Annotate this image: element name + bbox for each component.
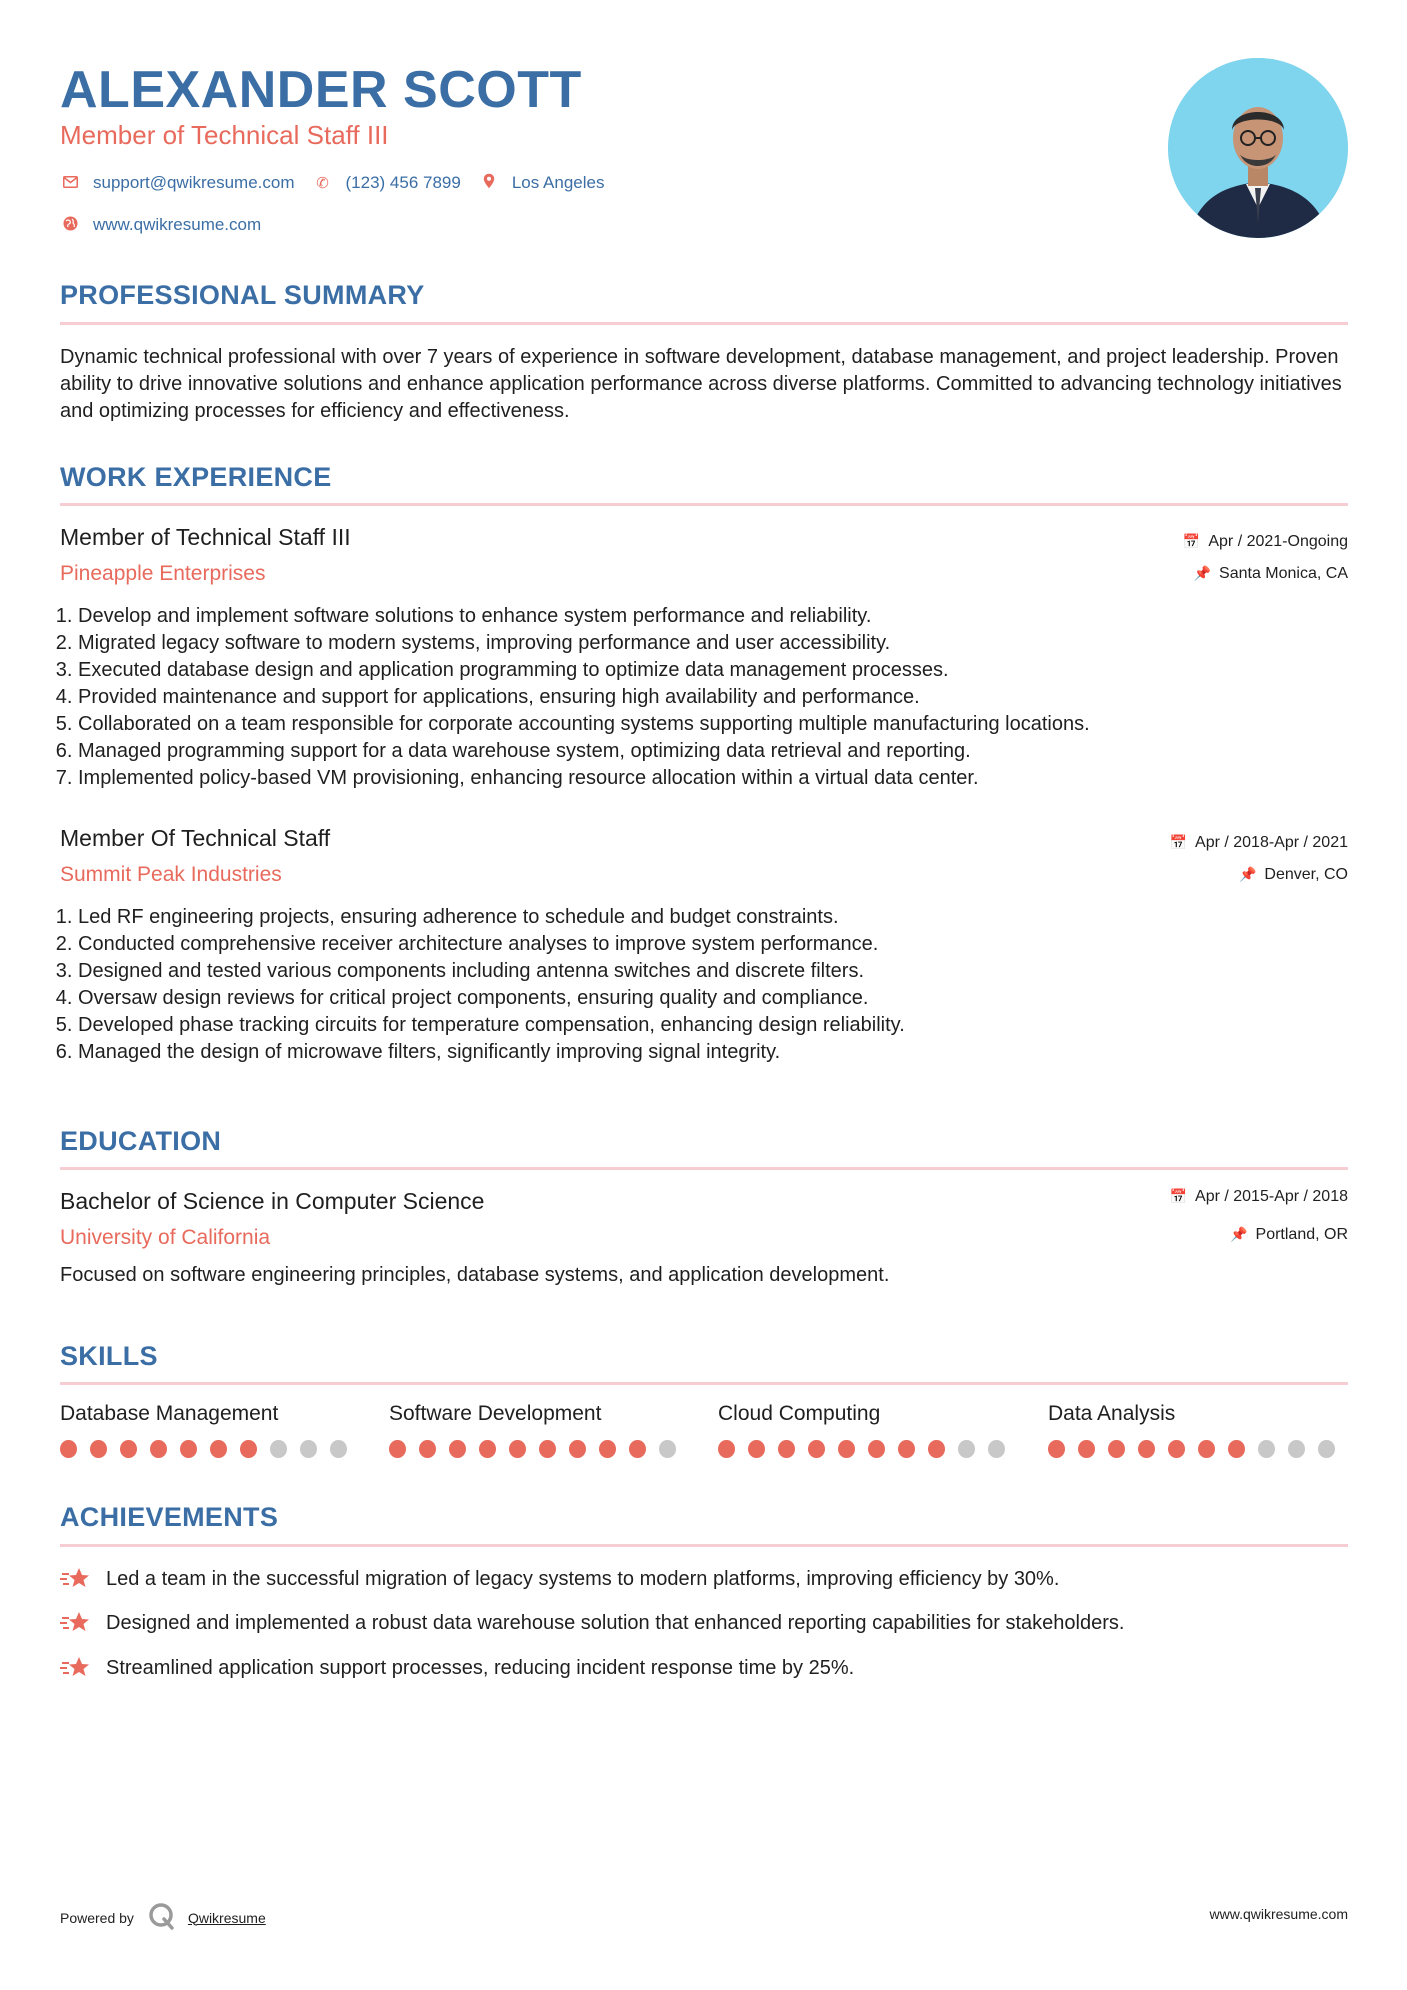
achievement-item <box>60 1610 1124 1636</box>
achievements-divider <box>60 1544 1348 1547</box>
rating-dot-filled <box>1078 1440 1095 1458</box>
achievement-text: Streamlined application support processes, reducing incident response time by 25%. <box>106 1656 855 1679</box>
rating-dot-filled <box>509 1440 526 1458</box>
education-location-text: Portland, OR <box>1255 1226 1348 1243</box>
skill-name: Cloud Computing <box>718 1402 881 1425</box>
contact-phone[interactable] <box>313 173 461 193</box>
contact-row-2 <box>60 215 279 235</box>
globe-icon <box>60 216 80 235</box>
pushpin-icon: 📌 <box>1230 1226 1248 1242</box>
achievement-text: Designed and implemented a robust data warehouse solution that enhanced reporting capabilities for stakeholders. <box>106 1611 1125 1634</box>
job-1-responsibilities <box>60 603 1348 792</box>
job-2-dates-text: Apr / 2018-Apr / 2021 <box>1195 834 1348 851</box>
location-text: Los Angeles <box>511 173 605 192</box>
rating-dot-empty <box>659 1440 676 1458</box>
rating-dot-empty <box>1318 1440 1335 1458</box>
rating-dot-filled <box>748 1440 765 1458</box>
footer-website[interactable]: www.qwikresume.com <box>1209 1906 1348 1922</box>
achievement-item <box>60 1655 854 1681</box>
experience-divider <box>60 503 1348 506</box>
rating-dot-filled <box>419 1440 436 1458</box>
rating-dot-filled <box>928 1440 945 1458</box>
job-1-location <box>1194 565 1348 583</box>
rating-dot-empty <box>1288 1440 1305 1458</box>
rating-dot-filled <box>599 1440 616 1458</box>
star-icon <box>60 1655 90 1681</box>
list-item: 5. Collaborated on a team responsible for corporate accounting systems supporting multiple manufacturing locations. <box>78 711 1348 738</box>
skill-rating <box>718 1440 1018 1458</box>
rating-dot-filled <box>1198 1440 1215 1458</box>
pushpin-icon: 📌 <box>1193 565 1212 581</box>
qwikresume-link[interactable]: Qwikresume <box>187 1909 266 1926</box>
rating-dot-filled <box>60 1440 77 1458</box>
summary-text: Dynamic technical professional with over 7 years of experience in software development, database management, and project leadership. Proven ability to drive innovative solutions and enhance application performance across diverse platforms. Committed to advancing technology initiatives and optimizing processes for efficiency and effectiveness. <box>60 346 1342 422</box>
rating-dot-empty <box>270 1440 287 1458</box>
rating-dot-empty <box>958 1440 975 1458</box>
phone-icon: ✆ <box>316 175 329 192</box>
list-item: 4. Provided maintenance and support for applications, ensuring high availability and performance. <box>78 684 1348 711</box>
calendar-icon: 📅 <box>1182 533 1201 549</box>
job-1-dates-text: Apr / 2021-Ongoing <box>1208 533 1348 550</box>
skill-rating <box>60 1440 360 1458</box>
achievement-item <box>60 1566 1059 1592</box>
candidate-name: ALEXANDER SCOTT <box>60 61 582 119</box>
website-text: www.qwikresume.com <box>93 215 262 234</box>
list-item: 1. Led RF engineering projects, ensuring adherence to schedule and budget constraints. <box>78 904 1348 931</box>
list-item: 7. Implemented policy-based VM provisioning, enhancing resource allocation within a virtual data center. <box>78 765 1348 792</box>
education-degree: Bachelor of Science in Computer Science <box>60 1188 485 1214</box>
rating-dot-filled <box>898 1440 915 1458</box>
rating-dot-filled <box>1228 1440 1245 1458</box>
achievements-heading: ACHIEVEMENTS <box>60 1502 279 1532</box>
skill-rating <box>389 1440 689 1458</box>
rating-dot-filled <box>539 1440 556 1458</box>
education-divider <box>60 1167 1348 1170</box>
rating-dot-empty <box>330 1440 347 1458</box>
list-item: 3. Executed database design and application programming to optimize data management processes. <box>78 657 1348 684</box>
calendar-icon: 📅 <box>1169 1188 1188 1204</box>
list-item: 2. Migrated legacy software to modern systems, improving performance and user accessibility. <box>78 630 1348 657</box>
rating-dot-filled <box>1168 1440 1185 1458</box>
skill-name: Software Development <box>389 1402 602 1425</box>
education-dates <box>1170 1188 1348 1206</box>
job-2-title: Member Of Technical Staff <box>60 825 331 851</box>
skills-divider <box>60 1382 1348 1385</box>
rating-dot-empty <box>300 1440 317 1458</box>
list-item: 3. Designed and tested various components including antenna switches and discrete filters. <box>78 958 1348 985</box>
skill-item <box>60 1402 360 1458</box>
list-item: 4. Oversaw design reviews for critical project components, ensuring quality and compliance. <box>78 985 1348 1012</box>
education-location <box>1230 1226 1348 1244</box>
job-2-responsibilities <box>60 904 1348 1066</box>
rating-dot-filled <box>718 1440 735 1458</box>
skill-item <box>718 1402 1018 1458</box>
skill-name: Database Management <box>60 1402 279 1425</box>
rating-dot-filled <box>210 1440 227 1458</box>
job-2-location-text: Denver, CO <box>1264 866 1348 883</box>
star-icon <box>60 1610 90 1636</box>
education-heading: EDUCATION <box>60 1126 222 1156</box>
skill-item <box>389 1402 689 1458</box>
candidate-title: Member of Technical Staff III <box>60 120 389 150</box>
star-icon <box>60 1566 90 1592</box>
job-2-location <box>1239 866 1348 884</box>
job-1-title: Member of Technical Staff III <box>60 524 351 550</box>
map-pin-icon <box>479 173 499 193</box>
email-text: support@qwikresume.com <box>93 173 295 192</box>
education-school: University of California <box>60 1226 271 1249</box>
rating-dot-empty <box>1258 1440 1275 1458</box>
job-1-location-text: Santa Monica, CA <box>1219 565 1348 582</box>
rating-dot-empty <box>988 1440 1005 1458</box>
pushpin-icon: 📌 <box>1238 866 1257 882</box>
rating-dot-filled <box>838 1440 855 1458</box>
skills-heading: SKILLS <box>60 1341 158 1371</box>
achievement-text: Led a team in the successful migration of legacy systems to modern platforms, improving efficiency by 30%. <box>106 1567 1060 1590</box>
qwikresume-logo-icon <box>148 1902 176 1933</box>
list-item: 6. Managed the design of microwave filters, significantly improving signal integrity. <box>78 1039 1348 1066</box>
job-2-dates <box>1170 834 1348 852</box>
list-item: 1. Develop and implement software solutions to enhance system performance and reliability. <box>78 603 1348 630</box>
powered-by-label: Powered by <box>60 1909 134 1926</box>
skill-name: Data Analysis <box>1048 1402 1176 1425</box>
rating-dot-filled <box>629 1440 646 1458</box>
phone-text: (123) 456 7899 <box>345 173 461 192</box>
rating-dot-filled <box>90 1440 107 1458</box>
profile-photo <box>1168 58 1348 238</box>
job-1-company: Pineapple Enterprises <box>60 562 266 585</box>
rating-dot-filled <box>449 1440 466 1458</box>
rating-dot-filled <box>479 1440 496 1458</box>
skill-rating <box>1048 1440 1348 1458</box>
job-1-dates <box>1183 533 1348 551</box>
list-item: 2. Conducted comprehensive receiver architecture analyses to improve system performance. <box>78 931 1348 958</box>
rating-dot-filled <box>1138 1440 1155 1458</box>
rating-dot-filled <box>778 1440 795 1458</box>
rating-dot-filled <box>120 1440 137 1458</box>
rating-dot-filled <box>1108 1440 1125 1458</box>
calendar-icon: 📅 <box>1169 834 1188 850</box>
list-item: 6. Managed programming support for a data warehouse system, optimizing data retrieval and reporting. <box>78 738 1348 765</box>
footer-powered-by <box>60 1902 266 1933</box>
rating-dot-filled <box>240 1440 257 1458</box>
envelope-icon <box>60 175 80 192</box>
rating-dot-filled <box>808 1440 825 1458</box>
education-dates-text: Apr / 2015-Apr / 2018 <box>1195 1188 1348 1205</box>
rating-dot-filled <box>569 1440 586 1458</box>
summary-divider <box>60 322 1348 325</box>
rating-dot-filled <box>180 1440 197 1458</box>
summary-heading: PROFESSIONAL SUMMARY <box>60 280 425 310</box>
education-description: Focused on software engineering principles, database systems, and application development. <box>60 1264 890 1286</box>
rating-dot-filled <box>150 1440 167 1458</box>
contact-website[interactable] <box>60 215 261 235</box>
experience-heading: WORK EXPERIENCE <box>60 462 332 492</box>
contact-row-1 <box>60 173 622 193</box>
rating-dot-filled <box>389 1440 406 1458</box>
list-item: 5. Developed phase tracking circuits for temperature compensation, enhancing design reliability. <box>78 1012 1348 1039</box>
rating-dot-filled <box>1048 1440 1065 1458</box>
contact-location <box>479 173 605 193</box>
contact-email[interactable] <box>60 173 295 193</box>
skill-item <box>1048 1402 1348 1458</box>
rating-dot-filled <box>868 1440 885 1458</box>
job-2-company: Summit Peak Industries <box>60 863 282 886</box>
